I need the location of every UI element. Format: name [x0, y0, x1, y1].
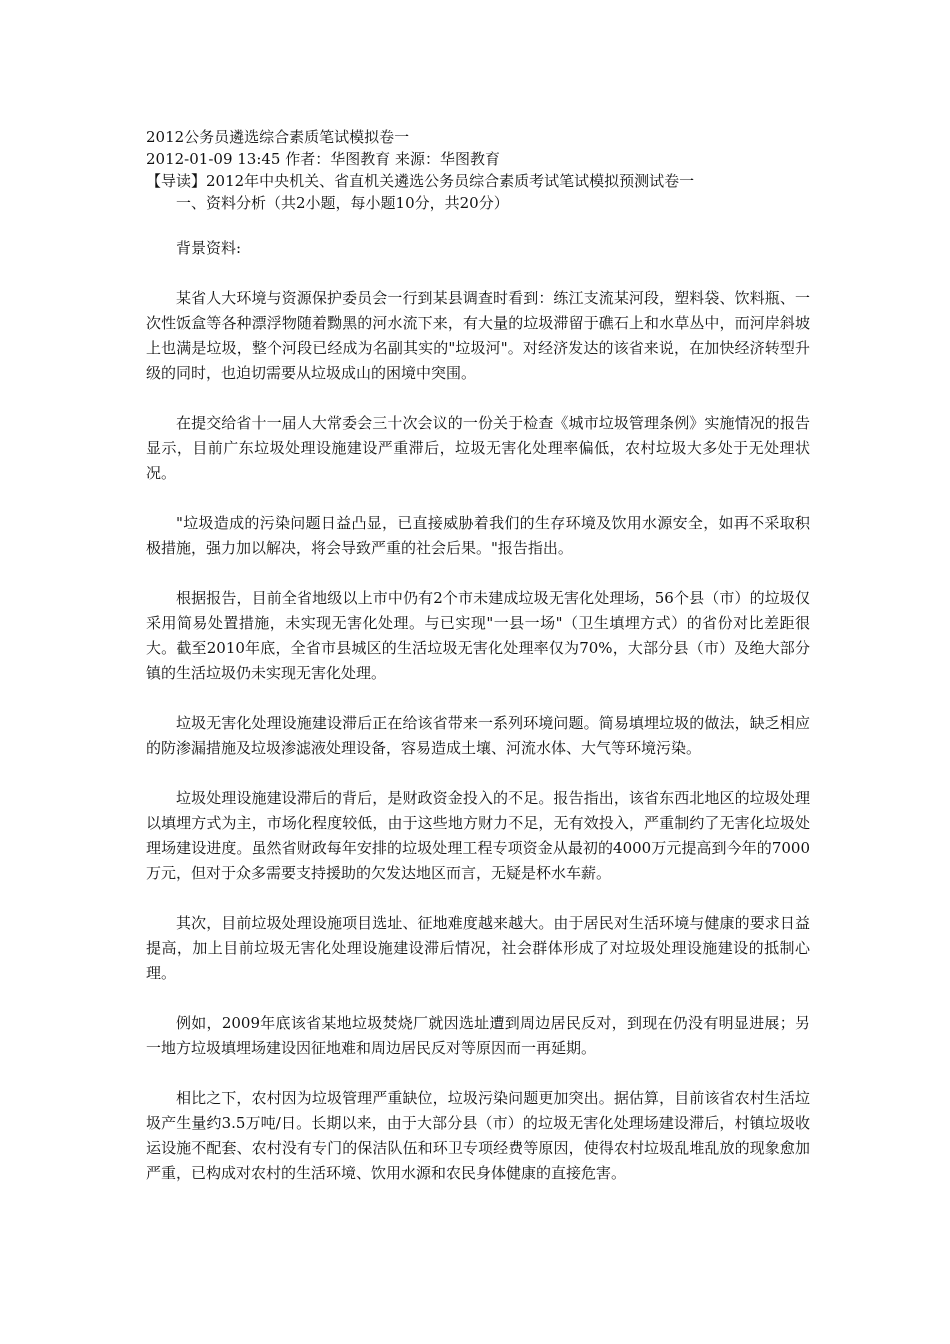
- paragraph: 在提交给省十一届人大常委会三十次会议的一份关于检查《城市垃圾管理条例》实施情况的报告显示，目前广东垃圾处理设施建设严重滞后，垃圾无害化处理率偏低，农村垃圾大多处于无处理状况。: [146, 414, 810, 482]
- paragraph: 某省人大环境与资源保护委员会一行到某县调查时看到：练江支流某河段，塑料袋、饮料瓶、一次性饭盒等各种漂浮物随着黝黑的河水流下来，有大量的垃圾滞留于礁石上和水草丛中，而河岸斜坡上也满是垃圾，整个河段已经成为名副其实的"垃圾河"。对经济发达的该省来说，在加快经济转型升级的同时，也迫切需要从垃圾成山的困境中突围。: [146, 289, 810, 382]
- paragraph: 根据报告，目前全省地级以上市中仍有2个市未建成垃圾无害化处理场，56个县（市）的垃圾仅采用简易处置措施，未实现无害化处理。与已实现"一县一场"（卫生填埋方式）的省份对比差距很大。截至2010年底，全省市县城区的生活垃圾无害化处理率仅为70%，大部分县（市）及绝大部分镇的生活垃圾仍未实现无害化处理。: [146, 589, 810, 682]
- document-page: [146, 126, 810, 1211]
- document-title: 2012公务员遴选综合素质笔试模拟卷一: [146, 128, 410, 146]
- document-header: [146, 126, 810, 214]
- paragraph: 垃圾无害化处理设施建设滞后正在给该省带来一系列环境问题。简易填埋垃圾的做法，缺乏相应的防渗漏措施及垃圾渗滤液处理设备，容易造成土壤、河流水体、大气等环境污染。: [146, 714, 810, 757]
- paragraph: 例如，2009年底该省某地垃圾焚烧厂就因选址遭到周边居民反对，到现在仍没有明显进展；另一地方垃圾填埋场建设因征地难和周边居民反对等原因而一再延期。: [146, 1014, 810, 1057]
- paragraph: 垃圾处理设施建设滞后的背后，是财政资金投入的不足。报告指出，该省东西北地区的垃圾处理以填埋方式为主，市场化程度较低，由于这些地方财力不足，无有效投入，严重制约了无害化垃圾处理场建设进度。虽然省财政每年安排的垃圾处理工程专项资金从最初的4000万元提高到今年的7000万元，但对于众多需要支持援助的欠发达地区而言，无疑是杯水车薪。: [146, 789, 810, 882]
- paragraph: "垃圾造成的污染问题日益凸显，已直接威胁着我们的生存环境及饮用水源安全，如再不采取积极措施，强力加以解决，将会导致严重的社会后果。"报告指出。: [146, 514, 810, 557]
- background-label: 背景资料:: [176, 239, 242, 257]
- lead-text: 【导读】2012年中央机关、省直机关遴选公务员综合素质考试笔试模拟预测试卷一: [146, 172, 695, 190]
- section-heading: 一、资料分析（共2小题，每小题10分，共20分）: [176, 194, 509, 212]
- paragraph: 其次，目前垃圾处理设施项目选址、征地难度越来越大。由于居民对生活环境与健康的要求日益提高，加上目前垃圾无害化处理设施建设滞后情况，社会群体形成了对垃圾处理设施建设的抵制心理。: [146, 914, 810, 982]
- meta-line: 2012-01-09 13:45 作者：华图教育 来源：华图教育: [146, 150, 501, 168]
- paragraph: 相比之下，农村因为垃圾管理严重缺位，垃圾污染问题更加突出。据估算，目前该省农村生活垃圾产生量约3.5万吨/日。长期以来，由于大部分县（市）的垃圾无害化处理场建设滞后，村镇垃圾收运设施不配套、农村没有专门的保洁队伍和环卫专项经费等原因，使得农村垃圾乱堆乱放的现象愈加严重，已构成对农村的生活环境、饮用水源和农民身体健康的直接危害。: [146, 1089, 810, 1182]
